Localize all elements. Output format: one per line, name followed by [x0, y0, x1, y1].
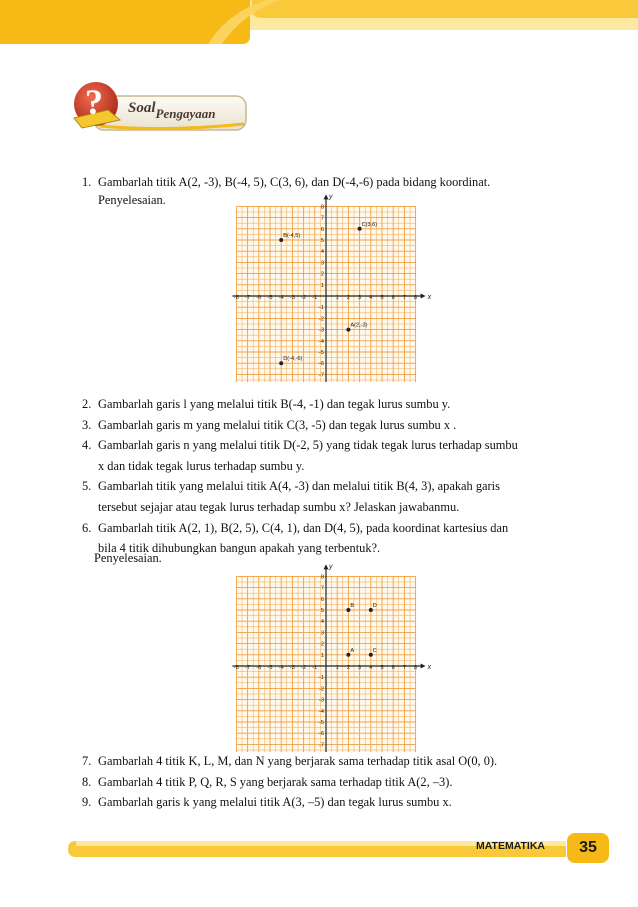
question-item — [82, 751, 582, 772]
x-tick-label: 6 — [391, 665, 395, 671]
question-item — [82, 772, 582, 793]
question-text-line: tersebut sejajar atau tegak lurus terhadap sumbu x? Jelaskan jawabanmu. — [98, 499, 460, 514]
question-text-line: Gambarlah garis k yang melalui titik A(3, –5) dan tegak lurus sumbu x. — [98, 795, 452, 810]
data-point-label: C — [372, 647, 377, 654]
x-tick-label: 4 — [369, 665, 373, 671]
y-tick-label: -2 — [319, 316, 324, 323]
x-tick-label: 1 — [335, 665, 339, 671]
question-text-line: Gambarlah garis l yang melalui titik B(-4, -1) dan tegak lurus sumbu y. — [98, 397, 451, 411]
x-tick-label: -5 — [267, 295, 273, 301]
x-tick-label: 7 — [402, 295, 406, 301]
data-point-label: C(3,6) — [361, 221, 378, 228]
data-point-label: A(2,-3) — [350, 322, 368, 329]
question-number: 5. — [82, 479, 92, 494]
question-text-line: Gambarlah garis m yang melalui titik C(3, -5) dan tegak lurus sumbu x . — [98, 417, 457, 432]
x-tick-label: 5 — [380, 665, 384, 671]
y-axis-arrow — [324, 194, 329, 199]
y-tick-label: 5 — [320, 238, 324, 244]
x-tick-label: -6 — [256, 295, 262, 301]
x-tick-label: 3 — [358, 665, 362, 671]
data-point-label: B(-4,5) — [283, 233, 301, 239]
question-mark-icon — [68, 80, 128, 132]
y-tick-label: 4 — [320, 249, 324, 256]
question-number: 4. — [82, 438, 92, 453]
y-tick-label: -4 — [319, 708, 324, 715]
x-tick-label: -7 — [245, 295, 251, 301]
y-tick-label: 8 — [320, 204, 324, 211]
y-axis-label: y — [329, 563, 333, 571]
question-text-line: Gambarlah titik A(2, -3), B(-4, 5), C(3, 6), dan D(-4,-6) pada bidang koordinat. — [98, 175, 491, 189]
y-tick-label: -5 — [319, 350, 324, 356]
x-tick-label: -6 — [256, 665, 262, 671]
question-number: 2. — [82, 397, 92, 411]
question-number: 6. — [82, 520, 92, 535]
question-text-line: Gambarlah 4 titik P, Q, R, S yang berjarak sama terhadap titik A(2, –3). — [98, 774, 453, 789]
question-list-3 — [82, 751, 582, 813]
y-tick-label: -4 — [319, 338, 324, 345]
x-tick-label: 8 — [414, 295, 418, 301]
y-tick-label: 6 — [320, 226, 324, 233]
y-tick-label: -7 — [319, 742, 324, 749]
question-number: 7. — [82, 754, 92, 768]
top-decorative-bar — [0, 0, 638, 46]
question-text-line: Gambarlah titik A(2, 1), B(2, 5), C(4, 1), dan D(4, 5), pada koordinat kartesius dan — [98, 520, 509, 535]
x-tick-label: -1 — [312, 665, 318, 671]
y-tick-label: 4 — [320, 619, 324, 626]
coordinate-chart-1 — [222, 190, 444, 382]
x-tick-label: -8 — [233, 295, 239, 301]
x-tick-label: 8 — [414, 665, 418, 671]
x-axis-label: x — [427, 294, 432, 301]
x-tick-label: -4 — [278, 295, 284, 301]
y-axis-label: y — [329, 193, 333, 201]
question-list-2 — [82, 394, 582, 559]
x-tick-label: 3 — [358, 295, 362, 301]
x-tick-label: -7 — [245, 665, 251, 671]
question-text-line: Gambarlah garis n yang melalui titik D(-2, 5) yang tidak tegak lurus terhadap sumbu — [98, 438, 518, 453]
x-tick-label: -1 — [312, 295, 318, 301]
question-item — [82, 792, 582, 813]
x-tick-label: -3 — [289, 295, 295, 301]
y-tick-label: 1 — [320, 652, 324, 659]
question-number: 3. — [82, 417, 92, 432]
x-tick-label: -3 — [289, 665, 295, 671]
question-number: 1. — [82, 175, 92, 189]
y-axis-arrow — [324, 564, 329, 569]
badge-title-sub: Pengayaan — [155, 106, 216, 121]
y-tick-label: 2 — [320, 271, 324, 278]
question-text-line: bila 4 titik dihubungkan bangun apakah yang terbentuk?. — [98, 541, 381, 556]
question-item — [82, 476, 582, 517]
footer-subject: MATEMATIKA — [476, 840, 546, 852]
y-tick-label: 1 — [320, 282, 324, 289]
page-number: 35 — [579, 839, 597, 856]
svg-text:?: ? — [85, 82, 103, 122]
question-number: 8. — [82, 774, 92, 789]
y-tick-label: -6 — [319, 361, 324, 368]
y-tick-label: 3 — [320, 630, 324, 637]
y-tick-label: 7 — [320, 215, 324, 222]
y-tick-label: -6 — [319, 731, 324, 738]
y-tick-label: -3 — [319, 697, 324, 704]
question-item — [82, 415, 582, 436]
x-axis-arrow — [421, 664, 426, 669]
x-tick-label: 7 — [402, 665, 406, 671]
y-tick-label: -3 — [319, 327, 324, 334]
question-item — [82, 435, 582, 476]
data-point-label: D — [372, 603, 377, 609]
y-tick-label: 5 — [320, 608, 324, 614]
coordinate-chart-2 — [222, 560, 444, 752]
data-point-label: D(-4,-6) — [283, 356, 303, 363]
x-axis-label: x — [427, 664, 432, 671]
y-tick-label: 2 — [320, 641, 324, 648]
badge-title — [128, 100, 216, 121]
x-tick-label: -2 — [301, 295, 307, 301]
question-text-line: Gambarlah 4 titik K, L, M, dan N yang berjarak sama terhadap titik asal O(0, 0). — [98, 754, 498, 768]
y-tick-label: -1 — [319, 305, 324, 312]
question-item — [82, 394, 582, 415]
answer-label-1: Penyelesaian. — [98, 193, 166, 207]
x-tick-label: 4 — [369, 295, 373, 301]
data-point-label: B — [350, 603, 355, 609]
y-tick-label: -7 — [319, 372, 324, 379]
answer-label-2: Penyelesaian. — [94, 551, 162, 565]
question-text-line: Gambarlah titik yang melalui titik A(4, -3) dan melalui titik B(4, 3), apakah garis — [98, 479, 500, 494]
question-text-line: x dan tidak tegak lurus terhadap sumbu y. — [98, 458, 305, 473]
x-tick-label: -5 — [267, 665, 273, 671]
x-tick-label: -4 — [278, 665, 284, 671]
y-tick-label: -2 — [319, 686, 324, 693]
data-point-label: A — [350, 647, 355, 654]
x-tick-label: -8 — [233, 665, 239, 671]
y-tick-label: 6 — [320, 596, 324, 603]
x-tick-label: 5 — [380, 295, 384, 301]
y-tick-label: 7 — [320, 585, 324, 592]
x-tick-label: 2 — [346, 295, 350, 301]
y-tick-label: 8 — [320, 574, 324, 581]
x-tick-label: 2 — [346, 665, 350, 671]
x-axis-arrow — [421, 294, 426, 299]
y-tick-label: 3 — [320, 260, 324, 267]
y-tick-label: -5 — [319, 720, 324, 726]
y-tick-label: -1 — [319, 675, 324, 682]
badge-title-main: Soal — [128, 100, 156, 116]
x-tick-label: 6 — [391, 295, 395, 301]
x-tick-label: -2 — [301, 665, 307, 671]
x-tick-label: 1 — [335, 295, 339, 301]
question-number: 9. — [82, 795, 92, 810]
